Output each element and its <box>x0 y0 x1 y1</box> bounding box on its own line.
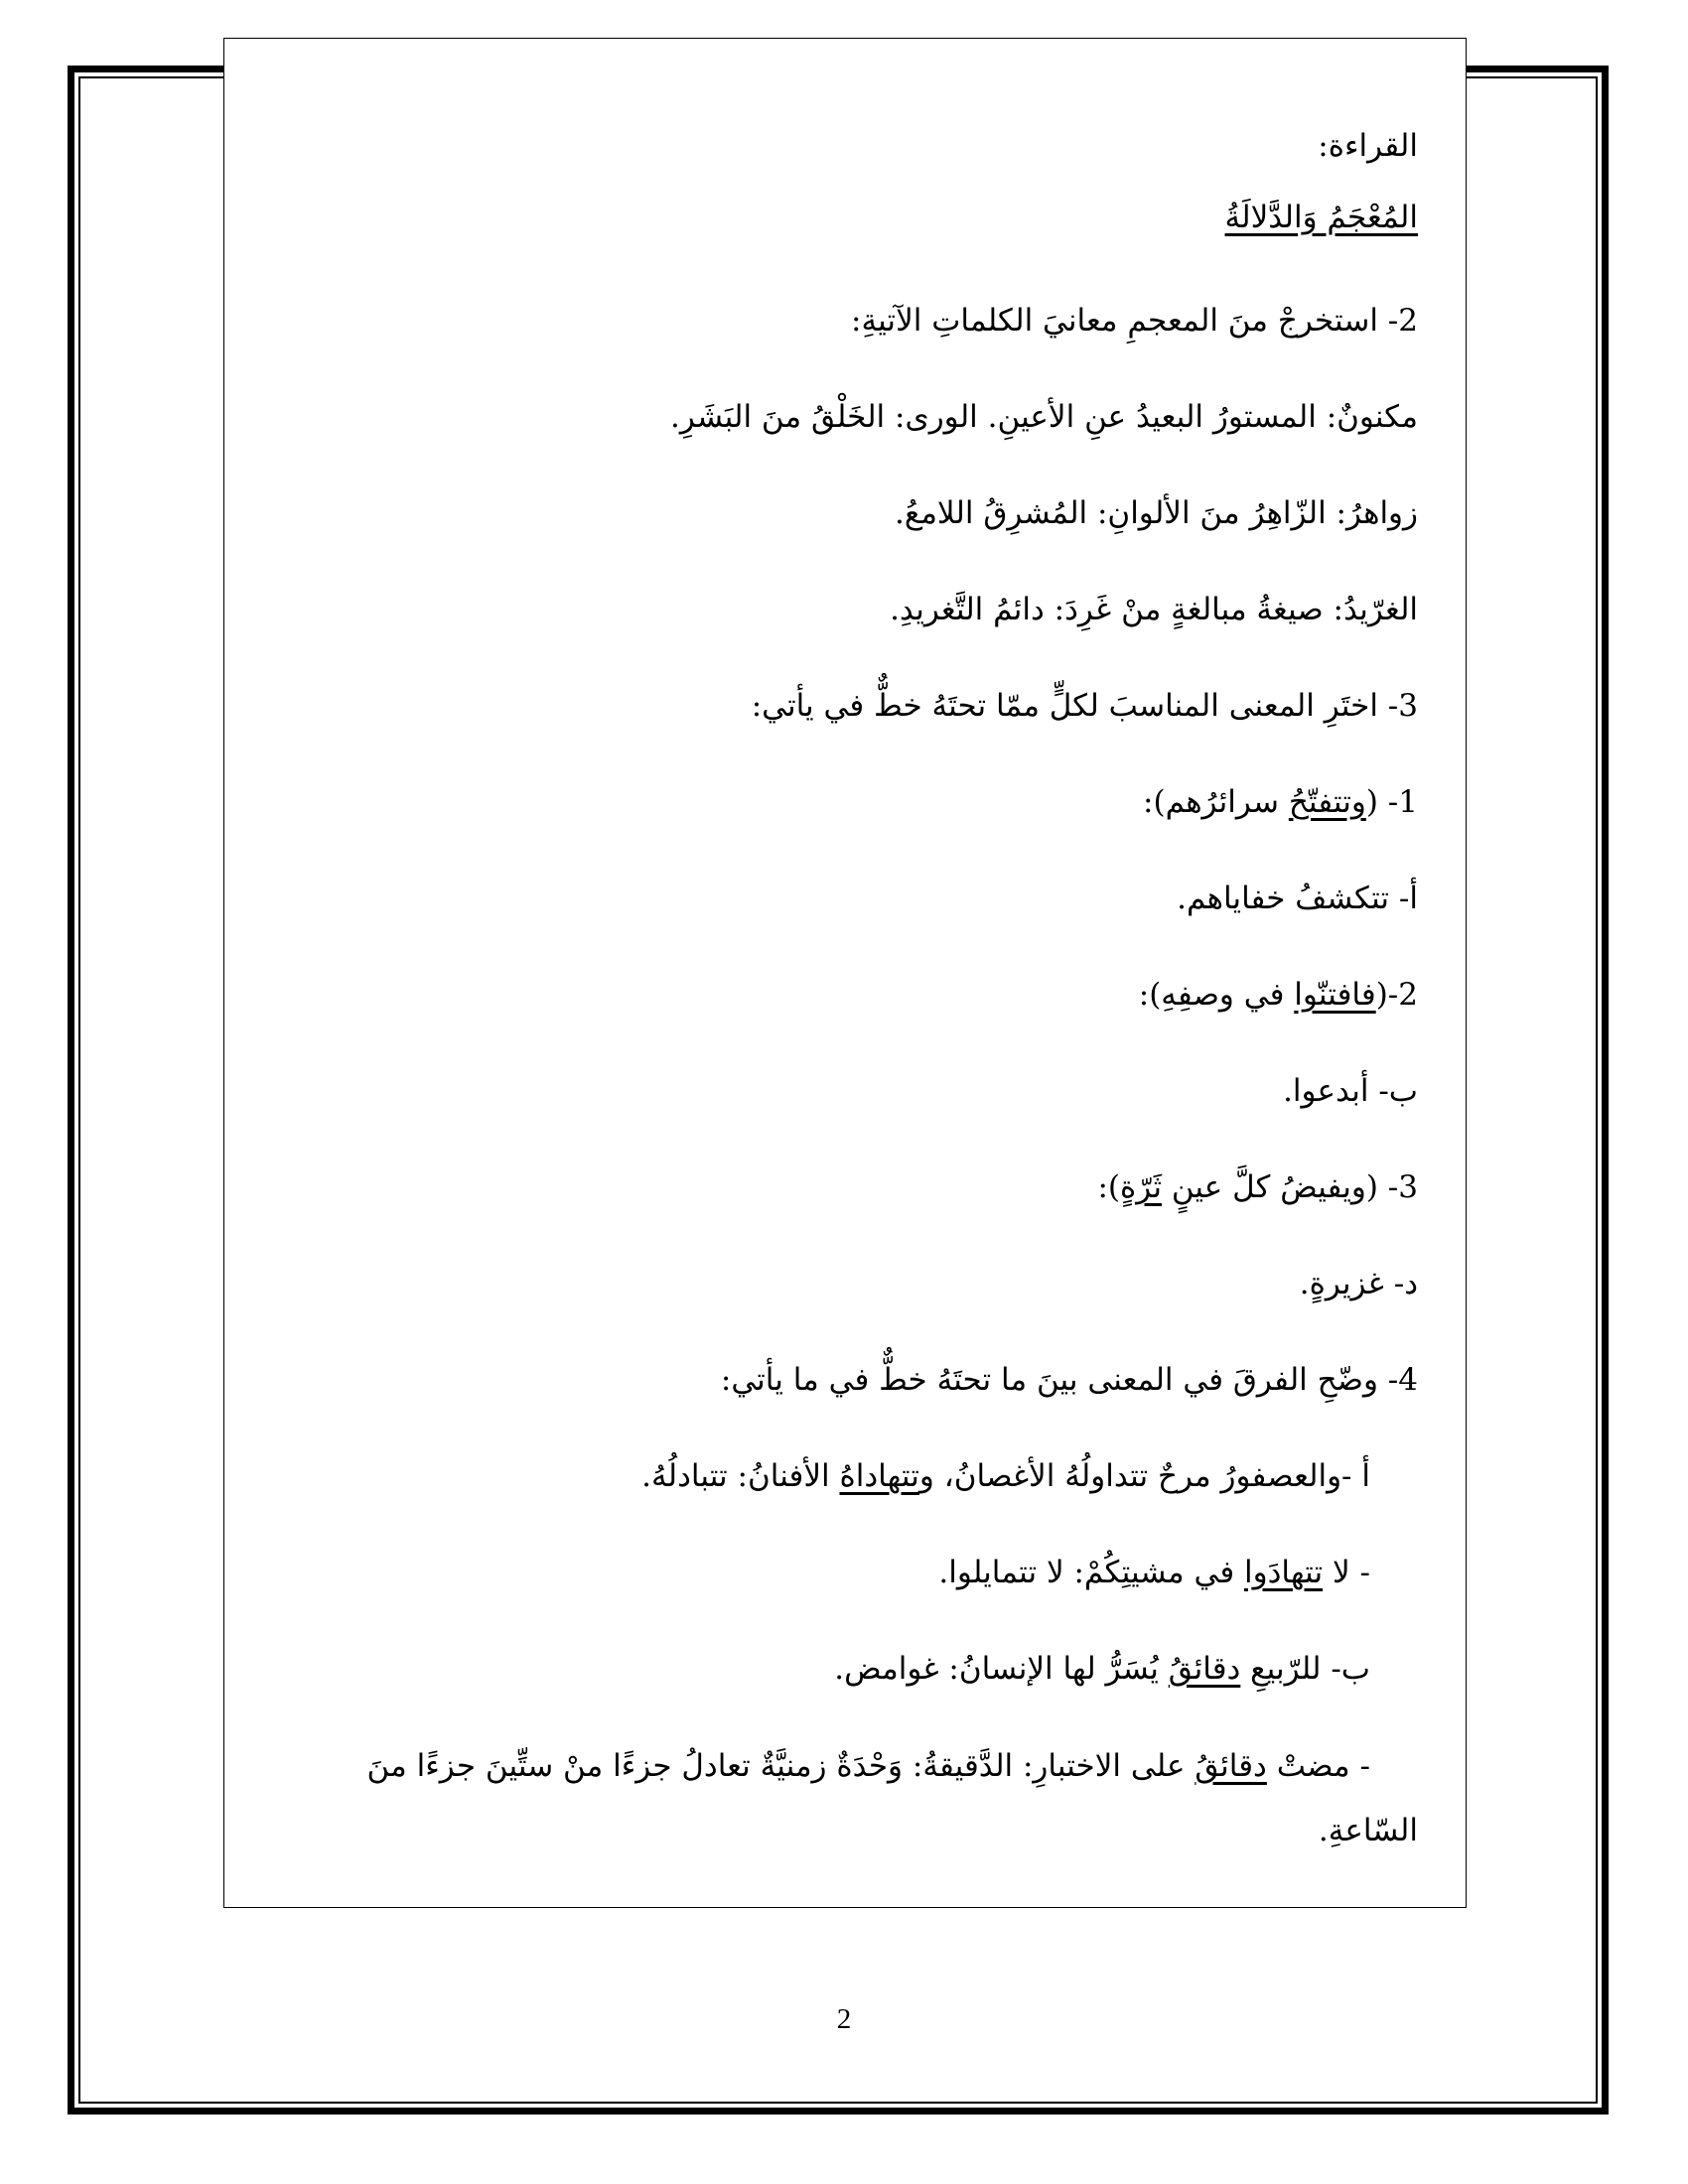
q4-line-b1 <box>834 1649 1370 1689</box>
q4-line-b2-post: على الاختبارِ: الدَّقيقةُ: وَحْدَةٌ زمنيَّةٌ تعادلُ جزءًا منْ ستِّينَ جزءًا منَ <box>366 1748 1196 1784</box>
q4-line-b1-underlined: دقائقُ <box>1168 1651 1241 1687</box>
q4-line-a1 <box>641 1456 1370 1496</box>
q3-item-3-post: ): <box>1097 1169 1120 1205</box>
q4-line-b1-pre: ب- للرّبيعِ <box>1240 1651 1370 1687</box>
q4-line-a2 <box>938 1553 1370 1592</box>
definition-line-3: الغرّيدُ: صيغةُ مبالغةٍ منْ غَرِدَ: دائمُ التَّغريدِ. <box>890 592 1418 627</box>
q3-answer-2: ب- أبدعوا. <box>1282 1073 1418 1109</box>
q3-item-2-pre: 2-( <box>1375 977 1418 1013</box>
q3-answer-1: أ- تتكشفُ خفاياهم. <box>1177 881 1418 916</box>
q3-item-1-underlined: وتتفتّحُ <box>1288 784 1366 820</box>
q3-item-2-underlined: فافتنّوا <box>1294 977 1376 1013</box>
q3-item-1-pre: 1- ( <box>1365 784 1418 820</box>
q3-answer-3: د- غزيرةٍ. <box>1299 1266 1418 1301</box>
q3-item-2-post: في وصفِهِ): <box>1138 977 1295 1013</box>
q4-line-a2-pre: - لا <box>1323 1555 1370 1590</box>
question-4-prompt: 4- وضّحِ الفرقَ في المعنى بينَ ما تحتَهُ خطٌّ في ما يأتي: <box>720 1362 1418 1398</box>
section-label: القراءة: <box>1318 128 1418 164</box>
subsection-title <box>1225 198 1418 237</box>
page-number: 2 <box>836 2003 852 2035</box>
q3-item-3-pre: 3- (ويفيضُ كلَّ عينٍ <box>1161 1169 1418 1205</box>
q3-item-1 <box>1143 782 1418 822</box>
content-frame <box>223 38 1467 1908</box>
q4-line-b3: السّاعةِ. <box>1318 1813 1418 1848</box>
question-3-prompt: 3- اختَرِ المعنى المناسبَ لكلٍّ ممّا تحتَهُ خطٌّ في يأتي: <box>751 688 1418 724</box>
subsection-title-text: المُعْجَمُ وَالدَّلالَةُ <box>1224 200 1418 235</box>
q4-line-b1-post: يُسَرُّ لها الإنسانُ: غوامض. <box>834 1651 1169 1687</box>
definition-line-2: زواهرُ: الزّاهِرُ منَ الألوانِ: المُشرِقُ اللامعُ. <box>894 495 1418 531</box>
question-2-prompt: 2- استخرجْ منَ المعجمِ معانيَ الكلماتِ الآتيةِ: <box>851 303 1418 339</box>
q3-item-3-underlined: ثَرّةٍ <box>1119 1169 1162 1205</box>
q3-item-1-post: سرائرُهم): <box>1143 784 1289 820</box>
q3-item-2 <box>1139 975 1418 1015</box>
q4-line-a1-pre: أ -والعصفورُ مرحٌ تتداولُهُ الأغصانُ، و <box>918 1458 1370 1494</box>
q4-line-a1-post: الأفنانُ: تتبادلُهُ. <box>641 1458 840 1494</box>
q4-line-b2-pre: - مضتْ <box>1266 1748 1370 1784</box>
q4-line-b2-underlined: دقائقُ <box>1195 1748 1267 1784</box>
q4-line-a1-underlined: تتهاداهُ <box>839 1458 919 1494</box>
definition-line-1: مكنونٌ: المستورُ البعيدُ عنِ الأعينِ. الورى: الخَلْقُ منَ البَشَرِ. <box>670 399 1418 435</box>
q4-line-b2 <box>367 1746 1370 1786</box>
q4-line-a2-post: في مشيتِكُمْ: لا تتمايلوا. <box>938 1555 1245 1590</box>
q3-item-3 <box>1097 1167 1418 1207</box>
q4-line-a2-underlined: تتهادَوا <box>1244 1555 1324 1590</box>
